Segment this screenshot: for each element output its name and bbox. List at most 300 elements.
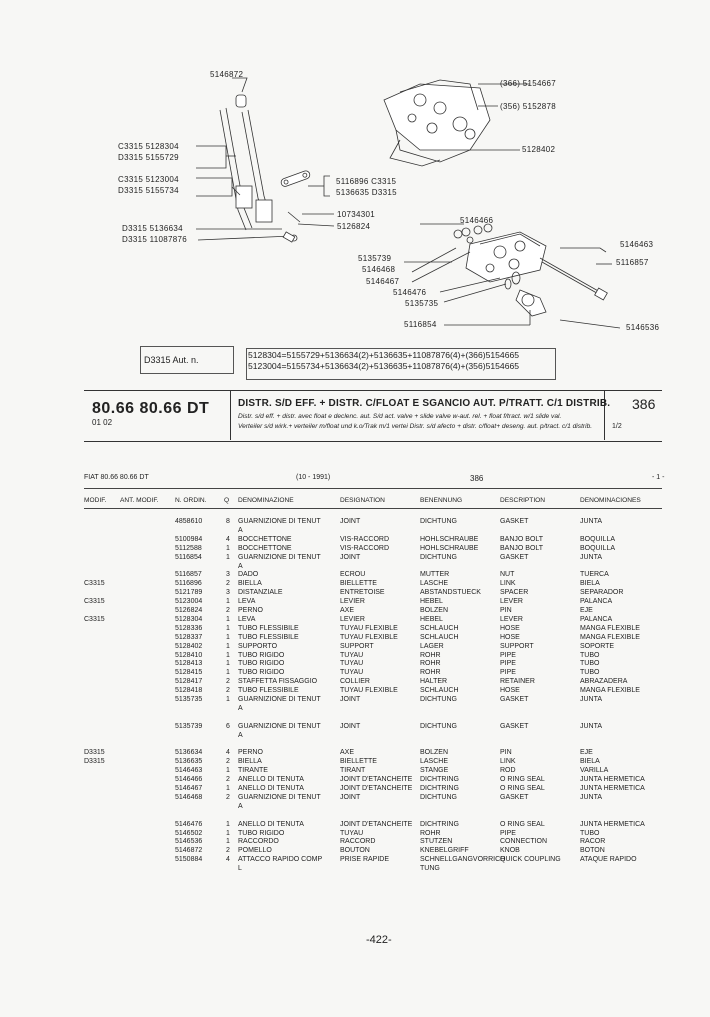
- cell-en: PIPE: [500, 660, 516, 668]
- cell-code: 5135735: [175, 696, 203, 703]
- table-row: [0, 686, 710, 695]
- cell-code: 5150884: [175, 856, 203, 864]
- table-row: [0, 704, 710, 713]
- label-link-2: 5136635 D3315: [336, 188, 397, 197]
- cell-es: JUNTA: [580, 553, 603, 561]
- col-description: DESCRIPTION: [500, 497, 546, 504]
- cell-it: POMELLO: [238, 847, 272, 855]
- cell-fr: TUYAU FLEXIBLE: [340, 633, 398, 641]
- cell-it: ATTACCO RAPIDO COMP: [238, 856, 323, 864]
- cell-es: EJE: [580, 607, 593, 614]
- cell-q: 1: [226, 633, 230, 641]
- cell-code: 5128417: [175, 678, 203, 686]
- cell-q: 2: [226, 607, 230, 614]
- cell-code: 5128413: [175, 660, 203, 668]
- table-row: [0, 748, 710, 757]
- table-row: [0, 642, 710, 651]
- col-q: Q: [224, 497, 230, 504]
- cell-q: 3: [226, 589, 230, 597]
- cell-fr: TUYAU: [340, 669, 364, 677]
- cell-es: JUNTA HERMETICA: [580, 820, 645, 828]
- cell-es: TUBO: [580, 829, 600, 837]
- table-row: [0, 517, 710, 526]
- cell-fr: BOUTON: [340, 847, 370, 855]
- cell-fr: TIRANT: [340, 767, 366, 775]
- cell-fr: SUPPORT: [340, 642, 374, 650]
- cell-de: DICHTUNG: [420, 696, 457, 703]
- table-row: [0, 855, 710, 864]
- table-row: [0, 864, 710, 873]
- cell-q: 1: [226, 651, 230, 659]
- cell-it: TUBO FLESSIBILE: [238, 633, 299, 641]
- cell-code: 5100984: [175, 535, 203, 543]
- cell-es: JUNTA HERMETICA: [580, 776, 645, 784]
- sheet-number: 1/2: [612, 423, 622, 430]
- cell-de: STANGE: [420, 767, 449, 775]
- page-title: DISTR. S/D EFF. + DISTR. C/FLOAT E SGANCIO AUT. P/TRATT. C/1 DISTRIB.: [238, 398, 611, 409]
- label-p739: 5135739: [358, 254, 392, 263]
- label-support: 5128402: [522, 145, 556, 154]
- table-row: [0, 722, 710, 731]
- cell-en: O RING SEAL: [500, 776, 545, 784]
- cell-es: SEPARADOR: [580, 589, 624, 597]
- cell-de: ROHR: [420, 829, 441, 837]
- cell-code: 5128336: [175, 624, 203, 632]
- cell-modif: D3315: [84, 749, 105, 757]
- cell-q: 1: [226, 624, 230, 632]
- cell-modif: C3315: [84, 615, 105, 623]
- cell-q: 1: [226, 598, 230, 606]
- cell-q: 1: [226, 544, 230, 552]
- table-row: [0, 766, 710, 775]
- cell-fr: JOINT: [340, 696, 361, 703]
- cell-it: RACCORDO: [238, 838, 279, 846]
- cell-it: GUARNIZIONE DI TENUT: [238, 553, 321, 561]
- cell-de: HEBEL: [420, 615, 443, 623]
- label-link-1: 5116896 C3315: [336, 177, 397, 186]
- cell-en: QUICK COUPLING: [500, 856, 561, 864]
- header-group: 386: [470, 474, 484, 483]
- cell-it: A: [238, 731, 243, 739]
- cell-en: GASKET: [500, 696, 529, 703]
- cell-de: SCHNELLGANGVORRICH: [420, 856, 506, 864]
- table-row: [0, 526, 710, 535]
- cell-code: 5128418: [175, 687, 203, 695]
- cell-de: HALTER: [420, 678, 448, 686]
- cell-code: 5123004: [175, 598, 203, 606]
- cell-it: ANELLO DI TENUTA: [238, 785, 304, 792]
- cell-en: GASKET: [500, 722, 529, 730]
- cell-es: TUERCA: [580, 571, 609, 579]
- cell-fr: JOINT: [340, 553, 361, 561]
- cell-q: 4: [226, 749, 230, 757]
- table-row: [0, 633, 710, 642]
- label-pin-2: 5126824: [337, 222, 371, 231]
- cell-en: HOSE: [500, 687, 520, 695]
- cell-it: DISTANZIALE: [238, 589, 283, 597]
- cell-en: ROD: [500, 767, 516, 775]
- cell-it: A: [238, 704, 243, 712]
- cell-fr: JOINT D'ETANCHEITE: [340, 785, 413, 792]
- cell-q: 4: [226, 535, 230, 543]
- cell-fr: VIS-RACCORD: [340, 535, 390, 543]
- label-knob: 5146872: [210, 70, 244, 79]
- cell-en: PIPE: [500, 829, 516, 837]
- cell-de: DICHTUNG: [420, 793, 457, 801]
- cell-q: 1: [226, 767, 230, 775]
- table-row: [0, 802, 710, 811]
- cell-de: STUTZEN: [420, 838, 453, 846]
- cell-it: GUARNIZIONE DI TENUT: [238, 722, 321, 730]
- cell-it: GUARNIZIONE DI TENUT: [238, 696, 321, 703]
- cell-code: 5128337: [175, 633, 203, 641]
- label-axe-2: D3315 11087876: [122, 235, 187, 244]
- aut-line-2: 5123004=5155734+5136634(2)+5136635+11087876(4)+(356)5154665: [248, 361, 520, 371]
- cell-it: LEVA: [238, 615, 256, 623]
- cell-de: LASCHE: [420, 580, 449, 588]
- table-row: [0, 740, 710, 749]
- cell-es: BIELA: [580, 758, 600, 766]
- table-row: [0, 570, 710, 579]
- table-row: [0, 775, 710, 784]
- cell-code: 4858610: [175, 518, 203, 525]
- exploded-diagram: [0, 0, 710, 340]
- cell-q: 2: [226, 776, 230, 784]
- cell-code: 5146463: [175, 767, 203, 775]
- cell-de: TUNG: [420, 865, 440, 873]
- cell-q: 1: [226, 660, 230, 668]
- cell-code: 5126824: [175, 607, 203, 614]
- cell-de: ROHR: [420, 651, 441, 659]
- cell-it: STAFFETTA FISSAGGIO: [238, 678, 318, 686]
- title-translations: [238, 412, 592, 432]
- table-row: [0, 535, 710, 544]
- cell-code: 5146536: [175, 838, 203, 846]
- cell-code: 5128415: [175, 669, 203, 677]
- cell-de: DICHTRING: [420, 785, 459, 792]
- table-row: [0, 624, 710, 633]
- cell-de: LAGER: [420, 642, 444, 650]
- cell-it: BIELLA: [238, 580, 262, 588]
- label-rac: 5146536: [626, 323, 660, 332]
- cell-it: TUBO RIGIDO: [238, 669, 285, 677]
- cell-code: 5135739: [175, 722, 203, 730]
- cell-q: 1: [226, 642, 230, 650]
- label-p735: 5135735: [405, 299, 439, 308]
- cell-q: 1: [226, 553, 230, 561]
- aut-lines: [232, 350, 519, 372]
- cell-es: ABRAZADERA: [580, 678, 628, 686]
- cell-es: JUNTA: [580, 696, 603, 703]
- label-p476: 5146476: [393, 288, 427, 297]
- header-rule-top: [84, 488, 662, 489]
- cell-it: ANELLO DI TENUTA: [238, 776, 304, 784]
- title-sub-2: Verteiler s/d wirk.+ verteiler m/float und k.o/Trak m/1 vertei Distr. s/d afecto + distr. c/float+ deseng. aut. p/tract. c/1 distrib.: [238, 423, 593, 430]
- header-rule-bottom: [84, 508, 662, 509]
- cell-en: GASKET: [500, 793, 529, 801]
- cell-fr: LEVIER: [340, 615, 365, 623]
- cell-code: 5116854: [175, 553, 202, 561]
- table-row: [0, 615, 710, 624]
- table-row: [0, 713, 710, 722]
- cell-en: PIN: [500, 607, 512, 614]
- label-lever-b2: D3315 5155734: [118, 186, 179, 195]
- cell-modif: D3315: [84, 758, 105, 766]
- cell-fr: TUYAU: [340, 829, 364, 837]
- cell-es: VARILLA: [580, 767, 609, 775]
- col-ant-modif: ANT. MODIF.: [120, 497, 159, 504]
- table-row: [0, 837, 710, 846]
- cell-de: LASCHE: [420, 758, 449, 766]
- cell-en: O RING SEAL: [500, 785, 545, 792]
- cell-code: 5112588: [175, 544, 202, 552]
- label-ring-466: 5146466: [460, 216, 494, 225]
- cell-q: 1: [226, 820, 230, 828]
- table-row: [0, 784, 710, 793]
- cell-de: HOHLSCHRAUBE: [420, 535, 479, 543]
- cell-code: 5136635: [175, 758, 203, 766]
- cell-it: SUPPORTO: [238, 642, 278, 650]
- cell-q: 2: [226, 580, 230, 588]
- cell-de: SCHLAUCH: [420, 624, 459, 632]
- cell-it: TUBO RIGIDO: [238, 660, 285, 668]
- cell-de: HEBEL: [420, 598, 443, 606]
- cell-en: O RING SEAL: [500, 820, 545, 828]
- cell-es: MANGA FLEXIBLE: [580, 687, 640, 695]
- cell-fr: BIELLETTE: [340, 758, 377, 766]
- title-sub-1: Distr. s/d eff. + distr. avec float e declenc. aut. S/d act. valve + slide valve w-aut. rel. + float f/tract. w/1 slide val.: [238, 413, 562, 420]
- table-row: [0, 659, 710, 668]
- aut-label: D3315 Aut. n.: [144, 355, 199, 365]
- cell-it: TUBO RIGIDO: [238, 651, 285, 659]
- table-row: [0, 677, 710, 686]
- label-p467: 5146467: [366, 277, 400, 286]
- cell-it: PERNO: [238, 607, 263, 614]
- cell-code: 5136634: [175, 749, 203, 757]
- table-row: [0, 829, 710, 838]
- header-year: (10 - 1991): [296, 474, 331, 481]
- cell-fr: COLLIER: [340, 678, 370, 686]
- label-pin: 10734301: [337, 210, 375, 219]
- cell-q: 2: [226, 687, 230, 695]
- header-page: - 1 -: [652, 474, 665, 481]
- table-row: [0, 606, 710, 615]
- cell-es: JUNTA: [580, 722, 603, 730]
- table-row: [0, 793, 710, 802]
- table-row: [0, 553, 710, 562]
- table-row: [0, 544, 710, 553]
- cell-it: A: [238, 562, 243, 570]
- cell-de: ROHR: [420, 660, 441, 668]
- col-n-ordin: N. ORDIN.: [175, 497, 207, 504]
- cell-q: 1: [226, 785, 230, 792]
- cell-en: SUPPORT: [500, 642, 534, 650]
- col-designation: DESIGNATION: [340, 497, 385, 504]
- cell-code: 5146872: [175, 847, 203, 855]
- cell-es: MANGA FLEXIBLE: [580, 624, 640, 632]
- cell-q: 1: [226, 669, 230, 677]
- cell-modif: C3315: [84, 598, 105, 606]
- col-denominazione: DENOMINAZIONE: [238, 497, 294, 504]
- cell-en: BANJO BOLT: [500, 535, 544, 543]
- cell-es: BOTON: [580, 847, 605, 855]
- cell-de: BOLZEN: [420, 749, 449, 757]
- cell-es: BOQUILLA: [580, 544, 616, 552]
- cell-q: 3: [226, 571, 230, 579]
- cell-en: LEVER: [500, 598, 523, 606]
- cell-q: 2: [226, 793, 230, 801]
- cell-en: HOSE: [500, 624, 520, 632]
- cell-code: 5116896: [175, 580, 202, 588]
- cell-de: BOLZEN: [420, 607, 449, 614]
- cell-it: A: [238, 526, 243, 534]
- cell-es: TUBO: [580, 660, 600, 668]
- cell-de: MUTTER: [420, 571, 450, 579]
- cell-it: GUARNIZIONE DI TENUT: [238, 793, 321, 801]
- cell-it: DADO: [238, 571, 259, 579]
- table-row: [0, 579, 710, 588]
- cell-en: HOSE: [500, 633, 520, 641]
- cell-q: 1: [226, 838, 230, 846]
- cell-code: 5116857: [175, 571, 202, 579]
- cell-fr: AXE: [340, 749, 355, 757]
- table-row: [0, 846, 710, 855]
- cell-it: A: [238, 802, 243, 810]
- cell-q: 2: [226, 847, 230, 855]
- cell-es: MANGA FLEXIBLE: [580, 633, 640, 641]
- group-number: 386: [632, 396, 656, 412]
- cell-it: TUBO RIGIDO: [238, 829, 285, 837]
- cell-en: NUT: [500, 571, 515, 579]
- label-valve-366: (366) 5154667: [500, 79, 556, 88]
- cell-it: LEVA: [238, 598, 256, 606]
- cell-it: BIELLA: [238, 758, 262, 766]
- cell-de: DICHTRING: [420, 820, 459, 828]
- cell-en: RETAINER: [500, 678, 535, 686]
- cell-fr: VIS-RACCORD: [340, 544, 390, 552]
- cell-es: JUNTA: [580, 793, 603, 801]
- label-p854: 5116854: [404, 320, 437, 329]
- cell-en: PIPE: [500, 651, 516, 659]
- cell-fr: JOINT D'ETANCHEITE: [340, 820, 413, 828]
- cell-en: BANJO BOLT: [500, 544, 544, 552]
- col-modif: MODIF.: [84, 497, 107, 504]
- cell-code: 5128304: [175, 615, 203, 623]
- cell-q: 1: [226, 615, 230, 623]
- table-row: [0, 811, 710, 820]
- table-row: [0, 731, 710, 740]
- cell-modif: C3315: [84, 580, 105, 588]
- cell-fr: TUYAU: [340, 651, 364, 659]
- label-rod: 5146463: [620, 240, 654, 249]
- model-sub: 01 02: [92, 418, 113, 427]
- cell-it: TIRANTE: [238, 767, 268, 775]
- cell-code: 5128410: [175, 651, 203, 659]
- cell-q: 2: [226, 678, 230, 686]
- cell-es: ATAQUE RAPIDO: [580, 856, 637, 864]
- cell-en: CONNECTION: [500, 838, 548, 846]
- title-divider-1: [230, 390, 231, 440]
- cell-fr: JOINT: [340, 518, 361, 525]
- col-denominaciones: DENOMINACIONES: [580, 497, 641, 504]
- label-valve-356: (356) 5152878: [500, 102, 556, 111]
- cell-fr: JOINT: [340, 722, 361, 730]
- table-row: [0, 588, 710, 597]
- cell-en: GASKET: [500, 553, 529, 561]
- label-lever-b1: C3315 5123004: [118, 175, 179, 184]
- cell-de: ABSTANDSTUECK: [420, 589, 481, 597]
- cell-code: 5128402: [175, 642, 203, 650]
- cell-fr: LEVIER: [340, 598, 365, 606]
- cell-it: ANELLO DI TENUTA: [238, 820, 304, 828]
- cell-q: 4: [226, 856, 230, 864]
- cell-en: LEVER: [500, 615, 523, 623]
- cell-code: 5146502: [175, 829, 203, 837]
- label-lever-a2: D3315 5155729: [118, 153, 179, 162]
- cell-de: ROHR: [420, 669, 441, 677]
- cell-it: TUBO FLESSIBILE: [238, 624, 299, 632]
- cell-es: BOQUILLA: [580, 535, 616, 543]
- cell-es: BIELA: [580, 580, 600, 588]
- cell-code: 5121789: [175, 589, 203, 597]
- cell-it: BOCCHETTONE: [238, 535, 292, 543]
- col-benennung: BENENNUNG: [420, 497, 463, 504]
- cell-es: TUBO: [580, 651, 600, 659]
- cell-it: PERNO: [238, 749, 263, 757]
- cell-it: L: [238, 865, 242, 873]
- label-axe-1: D3315 5136634: [122, 224, 183, 233]
- cell-fr: TUYAU FLEXIBLE: [340, 624, 398, 632]
- cell-de: DICHTUNG: [420, 518, 457, 525]
- cell-q: 6: [226, 722, 230, 730]
- cell-it: TUBO FLESSIBILE: [238, 687, 299, 695]
- cell-de: HOHLSCHRAUBE: [420, 544, 479, 552]
- label-lever-a1: C3315 5128304: [118, 142, 179, 151]
- cell-fr: ECROU: [340, 571, 366, 579]
- cell-it: GUARNIZIONE DI TENUT: [238, 518, 321, 525]
- table-row: [0, 597, 710, 606]
- cell-de: DICHTRING: [420, 776, 459, 784]
- cell-fr: ENTRETOISE: [340, 589, 385, 597]
- cell-de: SCHLAUCH: [420, 687, 459, 695]
- cell-code: 5146468: [175, 793, 203, 801]
- cell-q: 1: [226, 696, 230, 703]
- cell-fr: JOINT D'ETANCHEITE: [340, 776, 413, 784]
- cell-de: SCHLAUCH: [420, 633, 459, 641]
- cell-es: PALANCA: [580, 615, 613, 623]
- cell-es: PALANCA: [580, 598, 613, 606]
- cell-de: DICHTUNG: [420, 722, 457, 730]
- cell-fr: BIELLETTE: [340, 580, 377, 588]
- cell-fr: RACCORD: [340, 838, 376, 846]
- cell-en: PIN: [500, 749, 512, 757]
- cell-en: PIPE: [500, 669, 516, 677]
- label-nut: 5116857: [616, 258, 649, 267]
- table-row: [0, 695, 710, 704]
- header-model: FIAT 80.66 80.66 DT: [84, 474, 149, 481]
- table-row: [0, 651, 710, 660]
- cell-it: BOCCHETTONE: [238, 544, 292, 552]
- table-row: [0, 757, 710, 766]
- cell-es: JUNTA: [580, 518, 603, 525]
- cell-q: 1: [226, 829, 230, 837]
- cell-es: TUBO: [580, 669, 600, 677]
- table-row: [0, 668, 710, 677]
- cell-code: 5146466: [175, 776, 203, 784]
- cell-en: LINK: [500, 580, 516, 588]
- cell-fr: JOINT: [340, 793, 361, 801]
- cell-q: 8: [226, 518, 230, 525]
